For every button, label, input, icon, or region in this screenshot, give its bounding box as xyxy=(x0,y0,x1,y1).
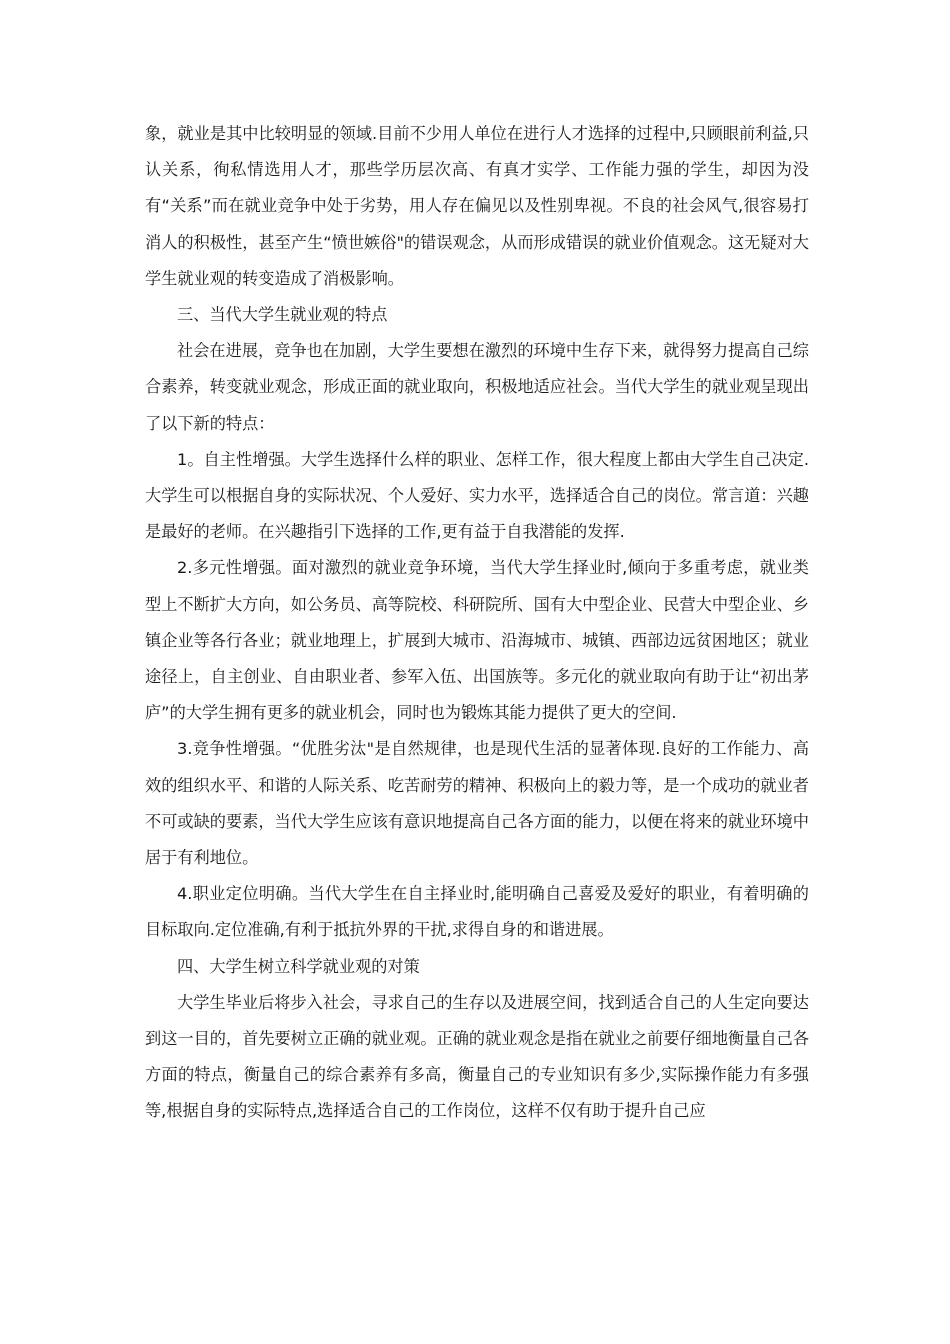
paragraph-countermeasures: 大学生毕业后将步入社会，寻求自己的生存以及进展空间，找到适合自己的人生定向要达到这一目的，首先要树立正确的就业观。正确的就业观念是指在就业之前要仔细地衡量自己各方面的特点，衡量自己的综合素养有多高，衡量自己的专业知识有多少,实际操作能力有多强等,根据自身的实际特点,选择适合自己的工作岗位，这样不仅有助于提升自己应 xyxy=(145,992,809,1121)
paragraph-feature-2: 2.多元性增强。面对激烈的就业竞争环境，当代大学生择业时,倾向于多重考虑，就业类型上不断扩大方向，如公务员、高等院校、科研院所、国有大中型企业、民营大中型企业、乡镇企业等各行各业；就业地理上，扩展到大城市、沿海城市、城镇、西部边远贫困地区；就业途径上，自主创业、自由职业者、参军入伍、出国族等。多元化的就业取向有助于让“初出茅庐”的大学生拥有更多的就业机会，同时也为锻炼其能力提供了更大的空间. xyxy=(145,558,809,723)
section-heading-4: 四、大学生树立科学就业观的对策 xyxy=(177,956,420,976)
paragraph-intro-features: 社会在进展，竞争也在加剧，大学生要想在激烈的环境中生存下来，就得努力提高自己综合素养，转变就业观念，形成正面的就业取向，积极地适应社会。当代大学生的就业观呈现出了以下新的特点： xyxy=(145,341,809,433)
paragraph-feature-1: 1。自主性增强。大学生选择什么样的职业、怎样工作，很大程度上都由大学生自己决定.大学生可以根据自身的实际状况、个人爱好、实力水平，选择适合自己的岗位。常言道：兴趣是最好的老师。在兴趣指引下选择的工作,更有益于自我潜能的发挥. xyxy=(145,449,809,542)
paragraph-continuation: 象，就业是其中比较明显的领域.目前不少用人单位在进行人才选择的过程中,只顾眼前利益,只认关系，徇私情选用人才，那些学历层次高、有真才实学、工作能力强的学生，却因为没有“关系”而在就业竞争中处于劣势，用人存在偏见以及性别卑视。不良的社会风气,很容易打消人的积极性，甚至产生“愤世嫉俗"的错误观念，从而形成错误的就业价值观念。这无疑对大学生就业观的转变造成了消极影响。 xyxy=(145,124,809,288)
paragraph-feature-3: 3.竞争性增强。“优胜劣汰"是自然规律，也是现代生活的显著体现.良好的工作能力、高效的组织水平、和谐的人际关系、吃苦耐劳的精神、积极向上的毅力等，是一个成功的就业者不可或缺的要素，当代大学生应该有意识地提高自己各方面的能力，以便在将来的就业环境中居于有利地位。 xyxy=(145,739,809,868)
section-heading-3: 三、当代大学生就业观的特点 xyxy=(177,305,388,325)
paragraph-feature-4: 4.职业定位明确。当代大学生在自主择业时,能明确自己喜爱及爱好的职业，有着明确的目标取向.定位准确,有利于抵抗外界的干扰,求得自身的和谐进展。 xyxy=(145,884,809,940)
document-body xyxy=(145,116,809,1130)
